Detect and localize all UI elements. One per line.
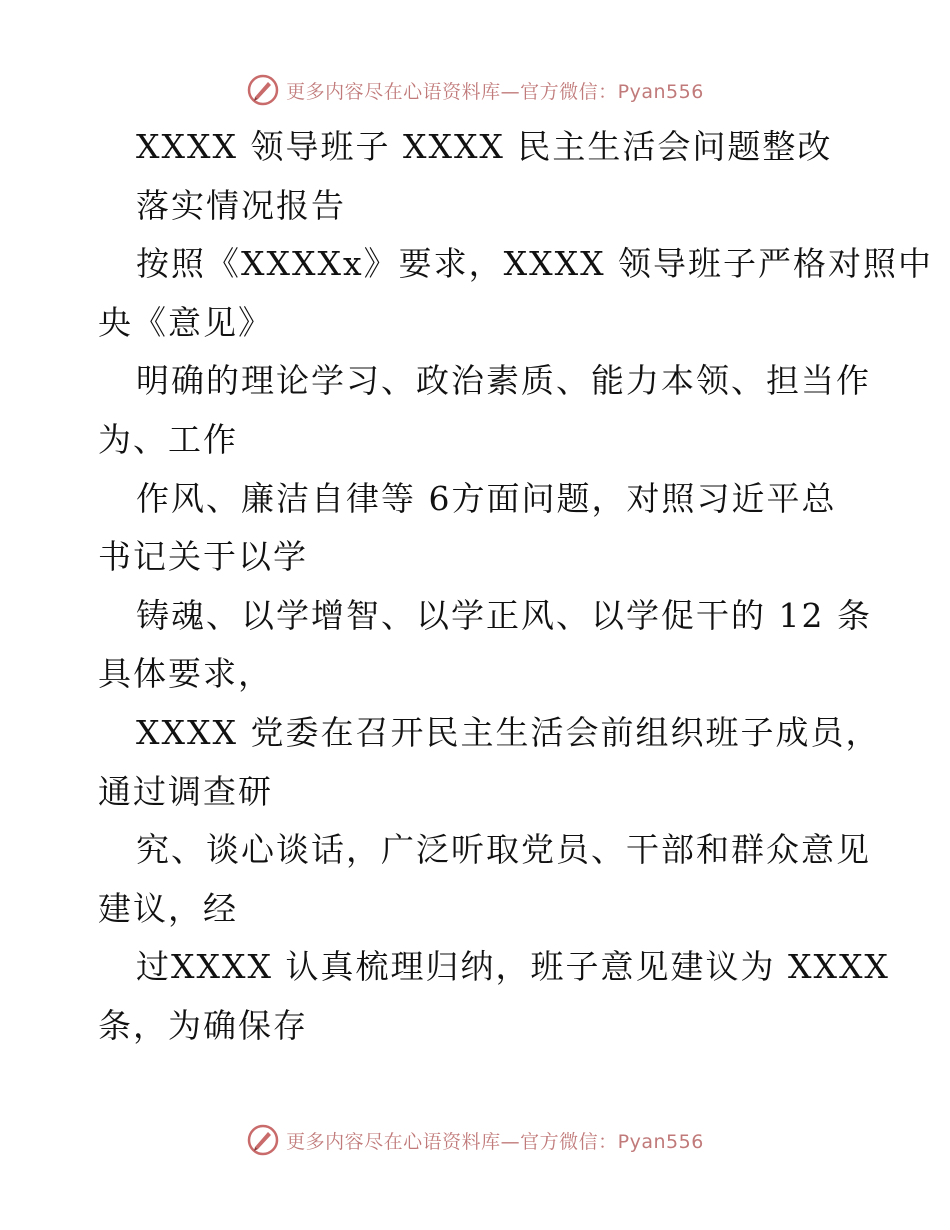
document-line: 建议，经: [98, 888, 238, 928]
footer-banner-text: 更多内容尽在心语资料库—官方微信：Pyan556: [286, 1130, 704, 1153]
document-line: XXXX 党委在召开民主生活会前组织班子成员，: [136, 712, 881, 752]
document-line: 过XXXX 认真梳理归纳，班子意见建议为 XXXX: [136, 947, 890, 987]
document-line: 通过调查研: [98, 771, 273, 811]
document-body: [98, 124, 934, 1062]
header-banner-text: 更多内容尽在心语资料库—官方微信：Pyan556: [286, 80, 704, 103]
document-line: 书记关于以学: [98, 537, 308, 577]
document-line: 铸魂、以学增智、以学正风、以学促干的 12 条: [136, 595, 872, 635]
footer-banner: [0, 1120, 950, 1160]
document-line: 究、谈心谈话，广泛听取党员、干部和群众意见: [136, 830, 871, 870]
document-line: 作风、廉洁自律等 6方面问题，对照习近平总: [136, 478, 837, 518]
header-banner: [0, 70, 950, 110]
document-line: 明确的理论学习、政治素质、能力本领、担当作: [136, 361, 871, 401]
document-line: 具体要求，: [98, 654, 273, 694]
pen-circle-logo-icon: [246, 73, 280, 107]
document-line: 条，为确保存: [98, 1005, 308, 1045]
document-line: 按照《XXXXx》要求，XXXX 领导班子严格对照中: [136, 244, 934, 284]
pen-circle-logo-icon: [246, 1123, 280, 1157]
document-line: 落实情况报告: [136, 185, 346, 225]
document-line: 为、工作: [98, 419, 238, 459]
document-line: XXXX 领导班子 XXXX 民主生活会问题整改: [136, 127, 833, 166]
document-line: 央《意见》: [98, 302, 273, 342]
